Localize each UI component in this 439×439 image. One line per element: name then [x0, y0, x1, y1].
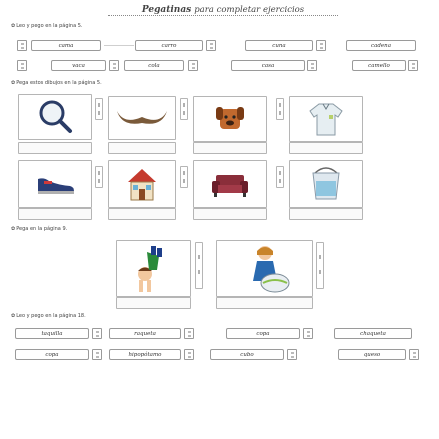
sticker-card-magnifier[interactable]: [18, 94, 92, 140]
sticker-card-sofa[interactable]: [193, 160, 267, 208]
letter-box: [408, 60, 418, 71]
word-sticker[interactable]: raqueta: [109, 328, 181, 339]
shirt-icon: [307, 101, 345, 137]
boy-on-hands-icon: [127, 244, 181, 294]
word-sticker[interactable]: cuna: [245, 40, 313, 51]
word-sticker[interactable]: queso: [338, 349, 406, 360]
word-sticker[interactable]: hipopótamo: [109, 349, 181, 360]
star-bullet-icon: ✿: [11, 313, 16, 319]
house-icon: [125, 166, 159, 202]
page-title-strong: Pegatinas: [141, 5, 192, 15]
word-sticker[interactable]: camello: [352, 60, 406, 71]
letter-box: [307, 60, 317, 71]
letter-box: [180, 98, 188, 120]
word-sticker[interactable]: casa: [231, 60, 305, 71]
girl-with-ball-icon: [235, 243, 295, 295]
answer-label[interactable]: [193, 208, 267, 220]
answer-label[interactable]: [108, 142, 176, 154]
divider: [104, 45, 134, 46]
sticker-card-girl[interactable]: [216, 240, 313, 297]
letter-box: [276, 166, 284, 188]
section4-instruction: ✿Leo y pego en la página 18.: [11, 313, 86, 319]
letter-box: [188, 60, 198, 71]
page-title-rest: para completar ejercicios: [194, 5, 305, 15]
word-sticker[interactable]: cola: [124, 60, 184, 71]
answer-label[interactable]: [18, 208, 92, 220]
letter-box: [95, 166, 103, 188]
letter-box: [195, 242, 203, 289]
sofa-icon: [210, 169, 250, 199]
section3-instruction: ✿Pega en la página 9.: [11, 226, 68, 232]
section2-instruction: ✿Pega estos dibujos en la página 5.: [11, 80, 102, 86]
sticker-card-shoe[interactable]: [18, 160, 92, 208]
answer-label[interactable]: [193, 142, 267, 154]
letter-box: [287, 349, 297, 360]
answer-label[interactable]: [116, 297, 191, 309]
letter-box: [109, 60, 119, 71]
word-sticker[interactable]: carro: [135, 40, 203, 51]
word-sticker[interactable]: cubo: [210, 349, 284, 360]
word-sticker[interactable]: chaqueta: [334, 328, 412, 339]
letter-box: [184, 349, 194, 360]
star-bullet-icon: ✿: [11, 226, 16, 232]
letter-box: [92, 328, 102, 339]
letter-box: [95, 98, 103, 120]
sticker-card-shirt[interactable]: [289, 96, 363, 142]
word-sticker[interactable]: cadena: [346, 40, 416, 51]
answer-label[interactable]: [18, 142, 92, 154]
letter-box: [180, 166, 188, 188]
word-sticker[interactable]: cama: [31, 40, 101, 51]
letter-box: [17, 40, 27, 51]
answer-label[interactable]: [289, 208, 363, 220]
letter-box: [276, 98, 284, 120]
dog-icon: [213, 103, 247, 135]
star-bullet-icon: ✿: [11, 23, 16, 29]
letter-box: [303, 328, 313, 339]
mustache-icon: [114, 105, 170, 131]
word-sticker[interactable]: copa: [15, 349, 89, 360]
sticker-card-dog[interactable]: [193, 96, 267, 142]
word-sticker[interactable]: copa: [226, 328, 300, 339]
bucket-icon: [309, 165, 343, 203]
word-sticker[interactable]: taquilla: [15, 328, 89, 339]
sticker-card-house[interactable]: [108, 160, 176, 208]
page-title: [108, 3, 338, 15]
magnifier-icon: [35, 98, 75, 136]
letter-box: [409, 349, 419, 360]
letter-box: [206, 40, 216, 51]
letter-box: [17, 60, 27, 71]
answer-label[interactable]: [289, 142, 363, 154]
word-sticker[interactable]: vaca: [51, 60, 106, 71]
sticker-card-bucket[interactable]: [289, 160, 363, 208]
section1-instruction: ✿Leo y pego en la página 5.: [11, 23, 83, 29]
shoe-icon: [34, 171, 76, 197]
title-underline: [108, 15, 338, 16]
letter-box: [316, 40, 326, 51]
letter-box: [316, 242, 324, 289]
star-bullet-icon: ✿: [11, 80, 16, 86]
answer-label[interactable]: [216, 297, 313, 309]
letter-box: [184, 328, 194, 339]
answer-label[interactable]: [108, 208, 176, 220]
sticker-card-boy[interactable]: [116, 240, 191, 297]
letter-box: [92, 349, 102, 360]
sticker-card-mustache[interactable]: [108, 96, 176, 140]
